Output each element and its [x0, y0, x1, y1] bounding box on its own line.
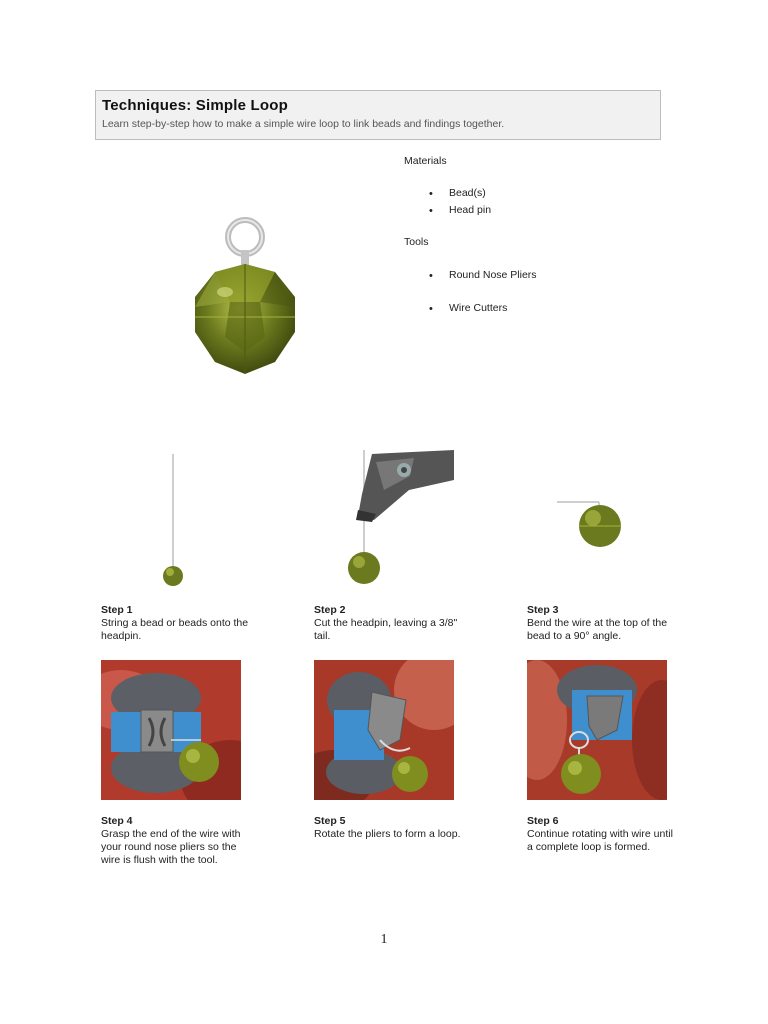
materials-heading: Materials — [404, 155, 447, 167]
step-number: Step 1 — [101, 604, 133, 616]
step-text: Bend the wire at the top of the bead to a 90° angle. — [527, 617, 668, 642]
bullet-icon: • — [429, 303, 433, 315]
step-1-image — [101, 450, 241, 590]
bullet-icon: • — [429, 205, 433, 217]
page-number: 1 — [380, 932, 388, 947]
step-4-image — [101, 660, 241, 800]
bullet-icon: • — [429, 270, 433, 282]
step-6-image — [527, 660, 667, 800]
step-text: Continue rotating with wire until a complete loop is formed. — [527, 828, 673, 853]
step-number: Step 4 — [101, 815, 133, 827]
bullet-icon: • — [429, 188, 433, 200]
step-2-image — [314, 450, 454, 590]
page-subtitle: Learn step-by-step how to make a simple wire loop to link beads and findings together. — [102, 118, 505, 130]
step-number: Step 5 — [314, 815, 346, 827]
step-1-caption — [101, 604, 251, 643]
tools-heading: Tools — [404, 236, 429, 248]
step-number: Step 3 — [527, 604, 559, 616]
step-text: String a bead or beads onto the headpin. — [101, 617, 249, 642]
technique-header — [95, 90, 661, 140]
step-5-caption — [314, 815, 464, 841]
step-4-caption — [101, 815, 251, 867]
step-3-image — [527, 450, 667, 590]
step-2-caption — [314, 604, 464, 643]
step-number: Step 6 — [527, 815, 559, 827]
step-text: Rotate the pliers to form a loop. — [314, 828, 461, 840]
step-number: Step 2 — [314, 604, 346, 616]
step-text: Cut the headpin, leaving a 3/8" tail. — [314, 617, 458, 642]
page-title: Techniques: Simple Loop — [102, 97, 288, 114]
finished-loop-bead-image — [185, 212, 305, 382]
step-3-caption — [527, 604, 677, 643]
step-5-image — [314, 660, 454, 800]
step-6-caption — [527, 815, 677, 854]
step-text: Grasp the end of the wire with your round nose pliers so the wire is flush with the tool. — [101, 828, 241, 866]
